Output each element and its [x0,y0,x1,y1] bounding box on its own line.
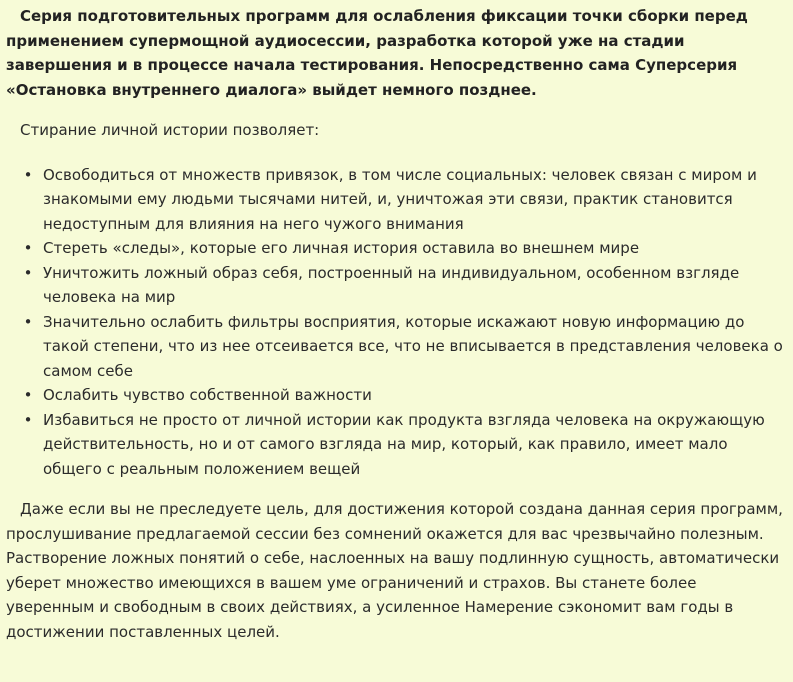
bullet-icon: • [23,165,33,184]
bullet-icon: • [23,263,33,282]
list-item [6,236,787,261]
list-item [6,383,787,408]
bullet-icon: • [23,239,33,257]
bullet-icon: • [23,312,33,331]
list-item [6,163,787,237]
bullet-icon: • [23,386,33,404]
list-item [6,408,787,482]
lead-paragraph: Стирание личной истории позволяет: [20,121,320,139]
list-item-text: Значительно ослабить фильтры восприятия, которые искажают новую информацию до такой степени, что из нее отсеивается все, что не вписывается в представления человека о самом себе [43,312,783,380]
list-item [6,310,787,384]
list-item-text: Избавиться не просто от личной истории как продукта взгляда человека на окружающую действительность, но и от самого взгляда на мир, который, как правило, имеет мало общего с реальным положением вещей [43,410,765,478]
list-item-text: Освободиться от множеств привязок, в том числе социальных: человек связан с миром и знакомыми ему людьми тысячами нитей, и, уничтожая эти связи, практик становится недоступным для влияния на него чужого внимания [43,165,757,233]
list-item-text: Стереть «следы», которые его личная история оставила во внешнем мире [43,239,640,257]
list-item [6,261,787,310]
bullet-icon: • [23,410,33,429]
list-item-text: Ослабить чувство собственной важности [43,386,372,404]
intro-paragraph: Серия подготовительных программ для ослабления фиксации точки сборки перед применением супермощной аудиосессии, разработка которой уже на стадии завершения и в процессе начала тестирования. Непосредственно сама Суперсерия «Остановка внутреннего диалога» выйдет немного позднее. [6,7,748,99]
list-item-text: Уничтожить ложный образ себя, построенный на индивидуальном, особенном взгляде человека на мир [43,263,740,306]
closing-paragraph: Даже если вы не преследуете цель, для достижения которой создана данная серия программ, прослушивание предлагаемой сессии без сомнений окажется для вас чрезвычайно полезным. Растворение ложных понятий о себе, наслоенных на вашу подлинную сущность, автоматически уберет множество имеющихся в вашем уме ограничений и страхов. Вы станете более уверенным и свободным в своих действиях, а усиленное Намерение сэкономит вам годы в достижении поставленных целей. [6,500,783,641]
benefits-list [6,163,787,482]
